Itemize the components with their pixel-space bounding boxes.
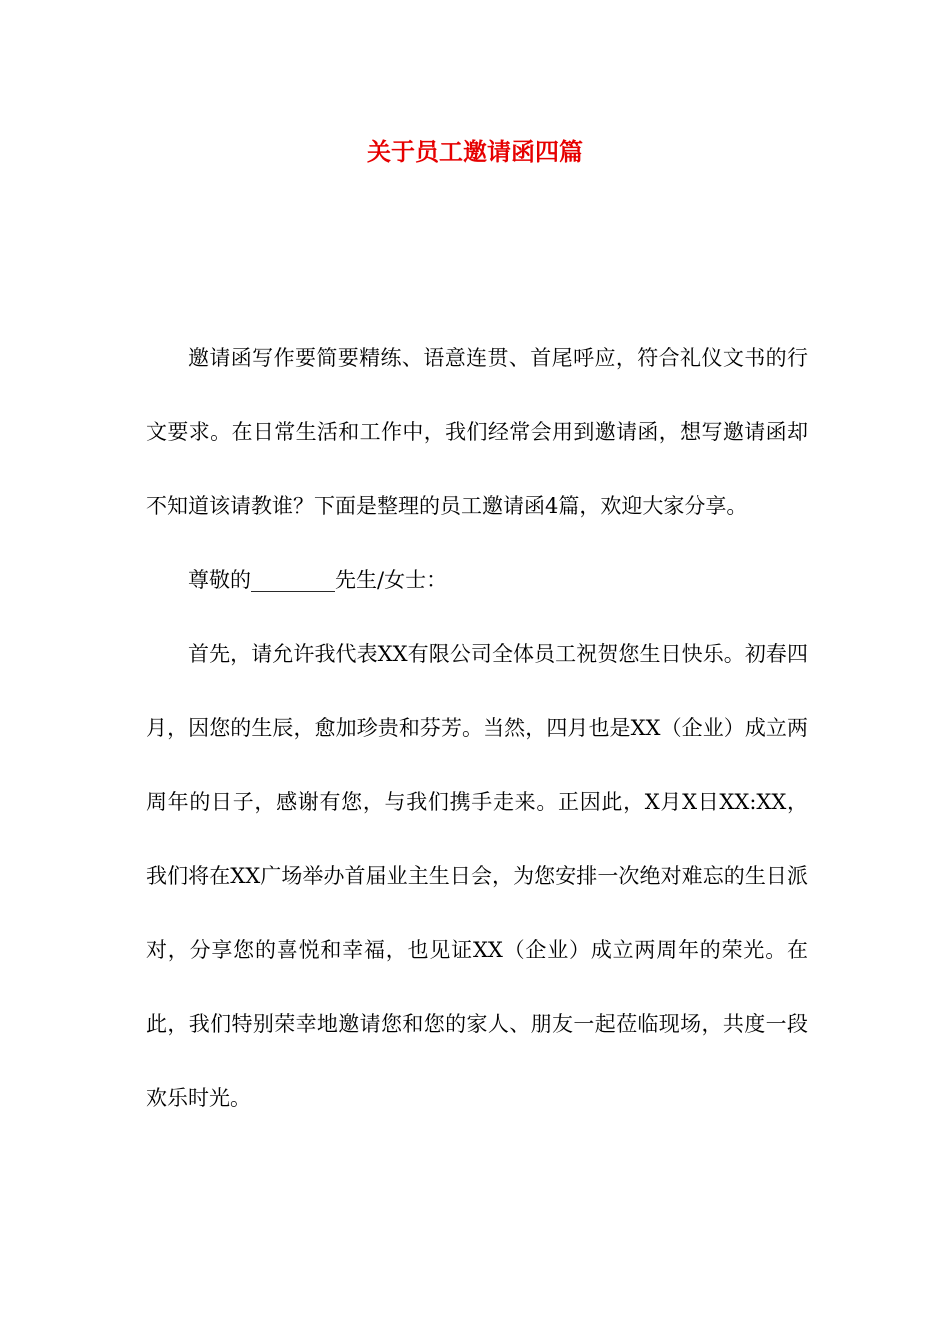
salutation-paragraph: 尊敬的________先生/女士： xyxy=(188,568,448,592)
document-title: 关于员工邀请函四篇 xyxy=(367,137,583,166)
invitation-paragraph: 首先，请允许我代表XX有限公司全体员工祝贺您生日快乐。初春四月，因您的生辰，愈加珍贵和芬芳。当然，四月也是XX（企业）成立两周年的日子，感谢有您，与我们携手走来。正因此，X月X日XX:XX，我们将在XX广场举办首届业主生日会，为您安排一次绝对难忘的生日派对，分享您的喜悦和幸福，也见证XX（企业）成立两周年的荣光。在此，我们特别荣幸地邀请您和您的家人、朋友一起莅临现场，共度一段欢乐时光。 xyxy=(146,642,808,1110)
document-body xyxy=(146,321,808,1135)
intro-paragraph: 邀请函写作要简要精练、语意连贯、首尾呼应，符合礼仪文书的行文要求。在日常生活和工作中，我们经常会用到邀请函，想写邀请函却不知道该请教谁？下面是整理的员工邀请函4篇，欢迎大家分享。 xyxy=(146,346,808,518)
